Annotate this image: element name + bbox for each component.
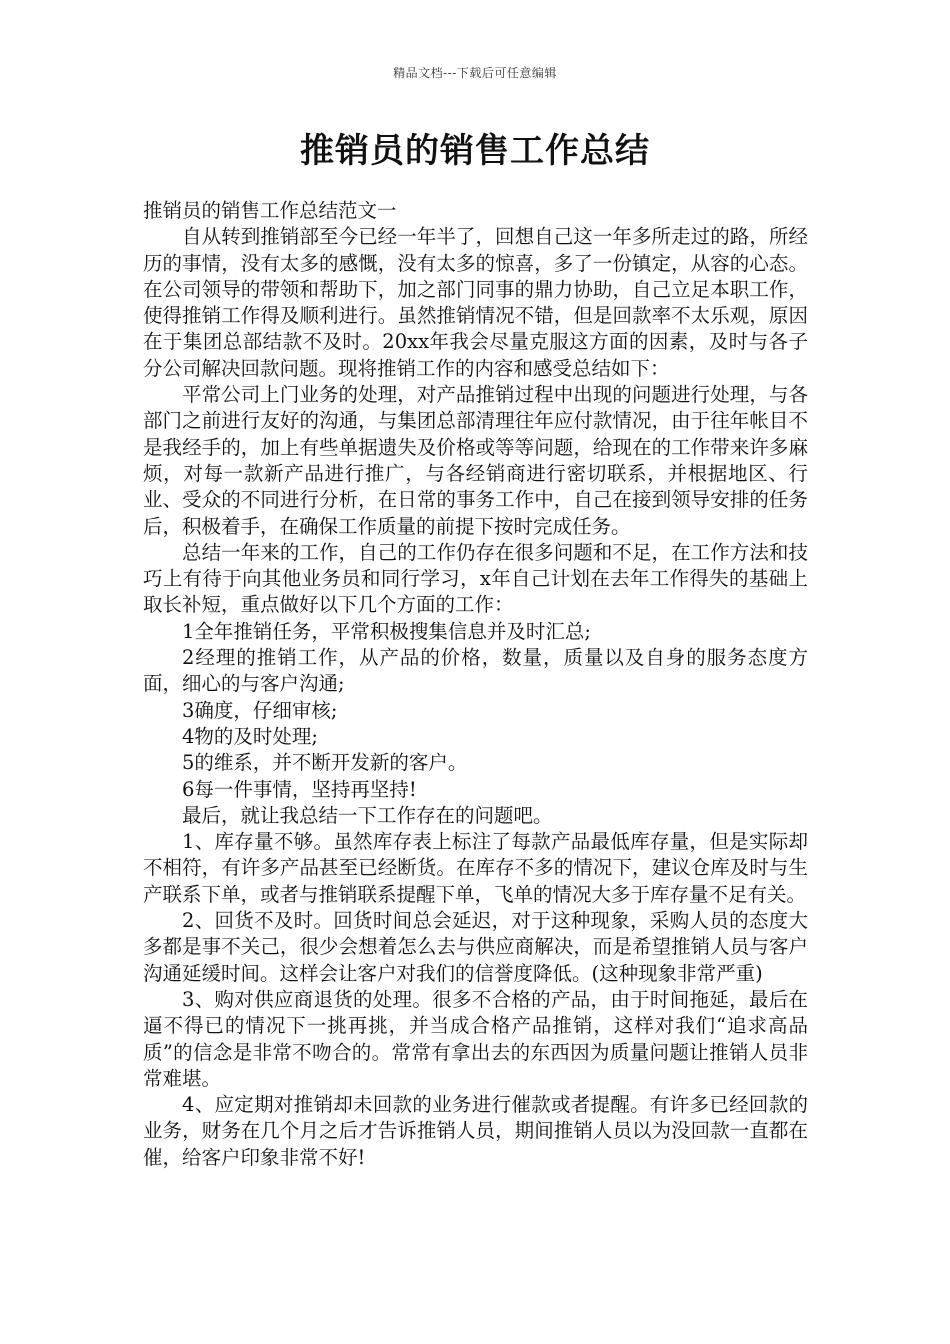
paragraph: 总结一年来的工作，自己的工作仍存在很多问题和不足，在工作方法和技巧上有待于向其他业务员和同行学习，x年自己计划在去年工作得失的基础上取长补短，重点做好以下几个方面的工作： — [143, 540, 808, 617]
document-body — [143, 198, 808, 1171]
document-title: 推销员的销售工作总结 — [300, 131, 650, 171]
issue-item: 4、应定期对推销却未回款的业务进行催款或者提醒。有许多已经回款的业务，财务在几个月之后才告诉推销人员，期间推销人员以为没回款一直都在催，给客户印象非常不好! — [143, 1093, 808, 1169]
paragraph: 自从转到推销部至今已经一年半了，回想自己这一年多所走过的路，所经历的事情，没有太多的感慨，没有太多的惊喜，多了一份镇定，从容的心态。在公司领导的带领和帮助下，加之部门同事的鼎力协助，自己立足本职工作，使得推销工作得及顺利进行。虽然推销情况不错，但是回款率不太乐观，原因在于集团总部结款不及时。20xx年我会尽量克服这方面的因素，及时与各子分公司解决回款问题。现将推销工作的内容和感受总结如下： — [143, 225, 808, 380]
paragraph: 最后，就让我总结一下工作存在的问题吧。 — [182, 803, 553, 827]
issue-item: 3、购对供应商退货的处理。很多不合格的产品，由于时间拖延，最后在逼不得已的情况下一挑再挑，并当成合格产品推销，这样对我们“追求高品质”的信念是非常不吻合的。常常有拿出去的东西因为质量问题让推销人员非常难堪。 — [143, 987, 808, 1090]
issue-item: 1、库存量不够。虽然库存表上标注了每款产品最低库存量，但是实际却不相符，有许多产品甚至已经断货。在库存不多的情况下，建议仓库及时与生产联系下单，或者与推销联系提醒下单，飞单的情况大多于库存量不足有关。 — [143, 830, 808, 906]
paragraph: 平常公司上门业务的处理，对产品推销过程中出现的问题进行处理，与各部门之前进行友好的沟通，与集团总部清理往年应付款情况，由于往年帐目不是我经手的，加上有些单据遗失及价格或等等问题，给现在的工作带来许多麻烦，对每一款新产品进行推广，与各经销商进行密切联系，并根据地区、行业、受众的不同进行分析，在日常的事务工作中，自己在接到领导安排的任务后，积极着手，在确保工作质量的前提下按时完成任务。 — [143, 383, 808, 538]
list-item: 5的维系，并不断开发新的客户。 — [182, 751, 468, 775]
header-note: 精品文档---下载后可任意编辑 — [393, 66, 557, 80]
list-item: 4物的及时处理; — [182, 724, 318, 748]
list-item: 2经理的推销工作，从产品的价格，数量，质量以及自身的服务态度方面，细心的与客户沟通; — [143, 646, 808, 696]
list-item: 3确度，仔细审核; — [182, 698, 338, 722]
paragraph-subtitle: 推销员的销售工作总结范文一 — [143, 199, 397, 222]
issue-item: 2、回货不及时。回货时间总会延迟，对于这种现象，采购人员的态度大多都是事不关己，很少会想着怎么去与供应商解决，而是希望推销人员与客户沟通延缓时间。这样会让客户对我们的信誉度降低。(这种现象非常严重) — [143, 909, 808, 985]
list-item: 6每一件事情，坚持再坚持! — [182, 777, 417, 801]
list-item: 1全年推销任务，平常积极搜集信息并及时汇总; — [182, 619, 591, 643]
